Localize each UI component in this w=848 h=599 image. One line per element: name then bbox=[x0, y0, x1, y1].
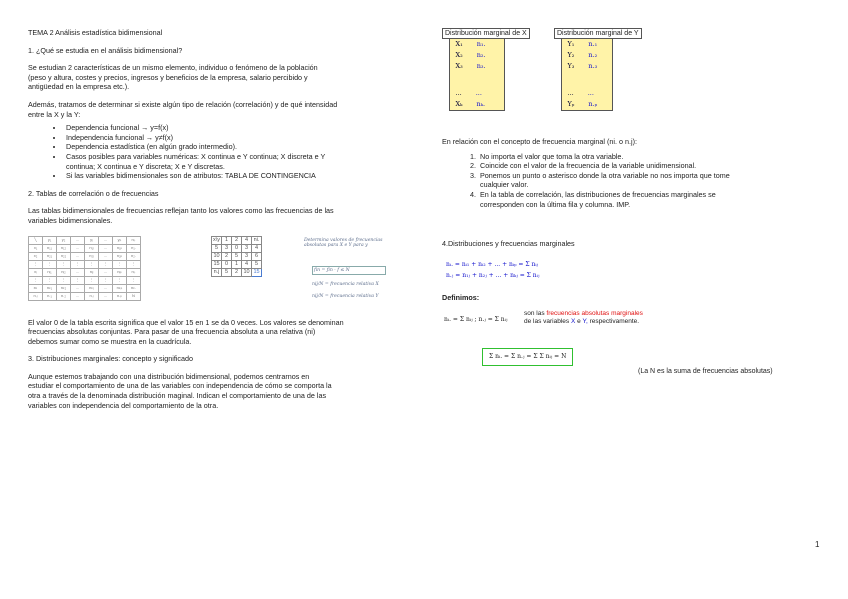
table-cell: 0 bbox=[232, 244, 242, 252]
list-item: • Si las variables bidimensionales son de atributos: TABLA DE CONTINGENCIA bbox=[64, 171, 408, 181]
table-cell: 10 bbox=[243, 268, 250, 275]
frequency-tables-figure bbox=[28, 236, 408, 310]
right-column bbox=[442, 28, 822, 376]
list-item: X₃ n₃. bbox=[455, 62, 486, 70]
marginal-y-table bbox=[554, 28, 642, 111]
paragraph-4-line-1: El valor 0 de la tabla escrita significa que el valor 15 en 1 se da 0 veces. Los valores se denominan bbox=[28, 317, 344, 327]
list-item-text-continued: continua; X continua e Y discreta; X e Y discretas. bbox=[66, 161, 225, 171]
table-cell: 2 bbox=[222, 252, 232, 260]
total-sum-formula: Σ nᵢ. = Σ n.ⱼ = Σ Σ nᵢⱼ = N bbox=[482, 348, 573, 366]
paragraph-1-line-1: Se estudian 2 características de un mismo elemento, individuo o fenómeno de la población bbox=[28, 63, 318, 73]
total-sum-block bbox=[442, 348, 822, 376]
generic-frequency-grid: ╲ y₁ y₂ … yⱼ … yₚ nᵢ. x₁ n₁₁ n₁₂ … n₁ⱼ … n₁ₚ n₁. x₂ n₂₁ n₂₂ … n₂ⱼ … n₂ₚ n₂. ⋮ ⋮ ⋮ ⋮ ⋮ ⋮ ⋮ ⋮ xᵢ nᵢ₁ nᵢ₂ … nᵢⱼ … nᵢₚ nᵢ. ⋮ ⋮ ⋮ ⋮ ⋮ ⋮ ⋮ ⋮ xₖ nₖ₁ nₖ₂ … nₖⱼ … nₖₚ nₖ. n.ⱼ n.₁ n.₂ … n.ⱼ … n.ₚ N bbox=[28, 236, 141, 301]
list-item: 3. Ponemos un punto o asterisco donde la otra variable no nos importa que tome cualquier valor. bbox=[478, 171, 822, 190]
handwritten-note-3: nij/N = frecuencia relativa X bbox=[312, 281, 379, 287]
example-frequency-table bbox=[211, 236, 262, 277]
table-cell: 1 bbox=[232, 260, 242, 268]
table-cell: 4 bbox=[242, 260, 252, 268]
table-cell: 1 bbox=[222, 236, 232, 244]
table-cell: n.j bbox=[212, 268, 222, 276]
paragraph-3-line-1: Las tablas bidimensionales de frecuencias reflejan tanto los valores como las frecuencias de las bbox=[28, 206, 334, 216]
question-3: 3. Distribuciones marginales: concepto y significado bbox=[28, 354, 193, 364]
definition-text: son las frecuencias absolutas marginales de las variables X e Y, respectivamente. bbox=[524, 310, 643, 326]
list-item: 2. Coincide con el valor de la frecuencia de la variable unidimensional. bbox=[478, 161, 822, 171]
marginal-formulas bbox=[442, 259, 822, 281]
table-cell: 4 bbox=[252, 244, 262, 252]
paragraph-5-line-1: Aunque estemos trabajando con una distribución bidimensional, podemos centrarnos en bbox=[28, 371, 310, 381]
list-item bbox=[64, 152, 408, 171]
table-cell: 5 bbox=[212, 244, 222, 252]
handwritten-note-1: Determina valores de frecuencias absolutas para X e Y para y bbox=[304, 237, 383, 248]
relation-types-list bbox=[28, 123, 408, 181]
table-cell: 3 bbox=[222, 244, 232, 252]
marginal-x-values bbox=[449, 39, 505, 111]
paragraph-1-line-2: (peso y altura, costes y precios, ingresos y beneficios de la empresa, salario percibido y bbox=[28, 72, 308, 82]
list-item-text: Casos posibles para variables numéricas: X continua e Y continua; X discreta e Y bbox=[66, 151, 326, 161]
paragraph-2-line-2: entre la X y la Y: bbox=[28, 109, 81, 119]
handwritten-note-4: nij/N = frecuencia relativa Y bbox=[312, 293, 379, 299]
section-4-title: 4.Distribuciones y frecuencias marginales bbox=[442, 239, 575, 249]
paragraph-3-line-2: variables bidimensionales. bbox=[28, 215, 113, 225]
list-item: Y₃ n.₃ bbox=[567, 62, 598, 70]
table-cell: 3 bbox=[242, 252, 252, 260]
list-item: 4. En la tabla de correlación, las distribuciones de frecuencias marginales se corresponden con la última fila y columna. IMP. bbox=[478, 190, 822, 209]
paragraph-4-line-2: frecuencias absolutas conjuntas. Para pasar de una frecuencia absoluta a una relativa (ni) bbox=[28, 327, 316, 337]
list-item: • Dependencia estadística (en algún grado intermedio). bbox=[64, 142, 408, 152]
list-item: • Dependencia funcional → y=f(x) bbox=[64, 123, 408, 133]
paragraph-5-line-3: otra a través de la denominada distribución maginal. Indican el comportamiento de una de las bbox=[28, 391, 327, 401]
page-number: 1 bbox=[815, 540, 820, 549]
table-cell: 0 bbox=[222, 260, 232, 268]
list-item: 1. No importa el valor que toma la otra variable. bbox=[478, 152, 822, 162]
table-cell: 2 bbox=[232, 236, 242, 244]
table-cell: 5 bbox=[252, 260, 262, 268]
table-cell: 10 bbox=[213, 252, 220, 259]
definition-formula: nᵢ. = Σ nᵢⱼ ; n.ⱼ = Σ nᵢⱼ bbox=[444, 316, 508, 324]
table-cell: 5 bbox=[232, 252, 242, 260]
list-item: Y₂ n.₂ bbox=[567, 51, 598, 59]
formula-col-marginal: n.ⱼ = n₁ⱼ + n₂ⱼ + ... + nₖⱼ = Σ nᵢⱼ bbox=[446, 271, 540, 279]
table-cell: 15 bbox=[213, 260, 220, 267]
marginal-x-table bbox=[442, 28, 530, 111]
table-cell: 5 bbox=[222, 268, 232, 276]
question-1: 1. ¿Qué se estudia en el análisis bidimensional? bbox=[28, 45, 183, 55]
definimos-label: Definimos: bbox=[442, 292, 480, 302]
paragraph-1-line-3: antigüedad en la empresa etc.). bbox=[28, 82, 130, 92]
list-item: ... ... bbox=[455, 89, 482, 97]
table-cell: 4 bbox=[242, 236, 252, 244]
handwritten-note-2: fin = ƒin · f ≤ N bbox=[312, 266, 386, 276]
list-item: X₁ n₁. bbox=[455, 40, 486, 48]
table-cell: 6 bbox=[252, 252, 262, 260]
table-cell: 3 bbox=[242, 244, 252, 252]
paragraph-4-line-3: debemos sumar como se muestra en la cuadrícula. bbox=[28, 336, 192, 346]
list-item: Y₁ n.₁ bbox=[567, 40, 598, 48]
list-item: • Independencia funcional → y≠f(x) bbox=[64, 133, 408, 143]
marginal-y-values bbox=[561, 39, 613, 111]
marginal-frequency-list bbox=[442, 152, 822, 210]
paragraph-5-line-4: variables con independencia del comportamiento de la otra. bbox=[28, 400, 219, 410]
paragraph-2-line-1: Además, tratamos de determinar si existe algún tipo de relación (correlación) y de qué intensidad bbox=[28, 99, 338, 109]
table-cell: x\y bbox=[212, 236, 221, 243]
total-sum-note: (La N es la suma de frecuencias absolutas) bbox=[638, 368, 773, 376]
relation-intro: En relación con el concepto de frecuencia marginal (ni. o n.j): bbox=[442, 137, 637, 146]
table-cell: 15 bbox=[253, 268, 260, 275]
paragraph-5-line-2: estudiar el comportamiento de una de las variables con independencia de cómo se comporta la bbox=[28, 381, 332, 391]
table-cell: ni. bbox=[252, 236, 262, 244]
table-cell: 2 bbox=[232, 268, 242, 276]
list-item: X₂ n₂. bbox=[455, 51, 486, 59]
list-item: ... ... bbox=[567, 89, 594, 97]
definition-block bbox=[442, 312, 822, 334]
left-column bbox=[28, 28, 408, 410]
list-item: Yₚ n.ₚ bbox=[567, 100, 598, 108]
marginal-distribution-tables bbox=[442, 28, 822, 123]
list-item: Xₖ nₖ. bbox=[455, 100, 486, 108]
question-2: 2. Tablas de correlación o de frecuencias bbox=[28, 188, 159, 198]
table-header: Distribución marginal de X bbox=[443, 29, 530, 39]
formula-row-marginal: nᵢ. = nᵢ₁ + nᵢ₂ + ... + nᵢₚ = Σ nᵢⱼ bbox=[446, 260, 539, 268]
document-title: TEMA 2 Análisis estadística bidimensional bbox=[28, 28, 163, 37]
table-header: Distribución marginal de Y bbox=[555, 29, 642, 39]
